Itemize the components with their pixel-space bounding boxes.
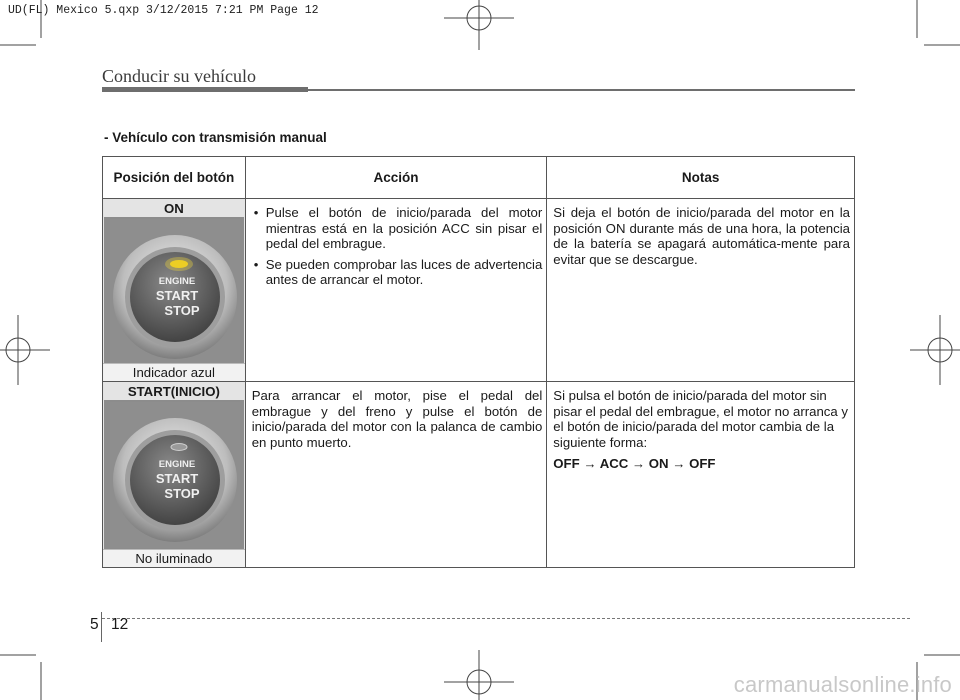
header-notes: Notas	[547, 157, 855, 199]
state-sequence: OFF → ACC → ON → OFF	[553, 456, 716, 471]
button-position-table	[102, 156, 855, 568]
button-text-stop: STOP	[164, 486, 200, 501]
print-slug: UD(FL) Mexico 5.qxp 3/12/2015 7:21 PM Page 12	[8, 4, 319, 17]
button-text-stop: STOP	[164, 303, 200, 318]
header-rule-thick	[102, 87, 308, 92]
footer-rule	[102, 618, 910, 619]
table-row-on	[103, 199, 855, 382]
notes-cell-on	[547, 199, 855, 382]
position-label-on: ON	[163, 201, 184, 216]
indicator-caption-on: Indicador azul	[103, 363, 245, 381]
engine-start-stop-icon	[110, 402, 240, 548]
watermark: carmanualsonline.info	[733, 672, 952, 697]
header-position: Posición del botón	[103, 157, 246, 199]
position-cell-start	[103, 382, 246, 568]
engine-start-stop-icon	[110, 219, 240, 365]
table-row-start	[103, 382, 855, 568]
indicator-caption-start: No iluminado	[103, 549, 245, 567]
notes-cell-start	[547, 382, 855, 568]
notes-text-start: Si pulsa el botón de inicio/parada del motor sin pisar el pedal del embrague, el motor no arranca y el botón de inicio/parada del motor cambia de la siguiente forma:	[553, 388, 848, 450]
action-text-start: Para arrancar el motor, pise el pedal del embrague y del freno y pulse el botón de inicio/parada del motor con la palanca de cambio en punto muerto.	[251, 388, 543, 450]
engine-start-button-photo-unlit	[104, 400, 244, 549]
chapter-number: 5	[90, 616, 99, 633]
button-text-engine: ENGINE	[158, 459, 196, 470]
section-title: - Vehículo con transmisión manual	[104, 130, 327, 145]
page-number-separator	[101, 612, 102, 642]
engine-start-button-photo-lit	[104, 217, 244, 365]
action-bullet-list	[252, 205, 543, 288]
table-header-row	[103, 157, 855, 199]
position-cell-on	[103, 199, 246, 382]
action-cell-on	[245, 199, 547, 382]
list-item: • Pulse el botón de inicio/parada del motor mientras está en la posición ACC sin pisar el pedal del embrague.	[252, 205, 543, 252]
button-text-engine: ENGINE	[158, 276, 196, 287]
header-action: Acción	[245, 157, 547, 199]
page-number: 12	[111, 616, 129, 633]
indicator-lamp-off	[171, 444, 187, 451]
running-head: Conducir su vehículo	[102, 66, 256, 86]
list-item: • Se pueden comprobar las luces de advertencia antes de arrancar el motor.	[252, 257, 543, 288]
button-text-start: START	[155, 288, 199, 303]
notes-text-on: Si deja el botón de inicio/parada del motor en la posición ON durante más de una hora, la potencia de la batería se apagará automática-mente para evitar que se descargue.	[553, 205, 850, 267]
header-rule-thin	[308, 89, 855, 91]
action-cell-start	[245, 382, 547, 568]
position-label-start: START(INICIO)	[127, 384, 220, 399]
button-text-start: START	[155, 471, 199, 486]
